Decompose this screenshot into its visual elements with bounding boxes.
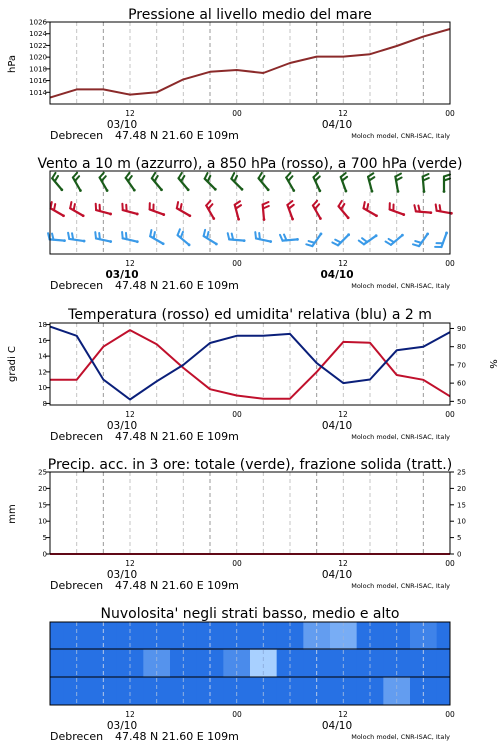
wind-barb-head: [269, 240, 272, 243]
wind-barb: [73, 173, 82, 192]
wind-barb-feather: [332, 242, 338, 245]
wind-barb-feather: [362, 238, 367, 242]
wind-barb-head: [443, 190, 446, 193]
wind-barb-feather: [413, 244, 419, 246]
wind-barb: [280, 235, 299, 241]
wind-x-tick-1: 12: [125, 259, 135, 268]
precipitation-x-tick-3: 12: [338, 559, 348, 568]
wind-barb-feather: [364, 202, 365, 208]
wind-barb-feather: [359, 241, 364, 245]
pressure-y-tick-label: 1016: [29, 77, 47, 86]
wind-barb: [341, 173, 348, 192]
temperature-x-tick-3: 12: [338, 410, 348, 419]
precip-y-tick-label-right: 10: [457, 517, 466, 526]
wind-barb: [122, 204, 138, 216]
wind-barb: [332, 233, 350, 245]
cloud-title: Nuvolosita' negli strati basso, medio e alto: [100, 606, 400, 622]
temp_rh-y-tick-label-right: 60: [457, 379, 466, 388]
wind-barb-staff: [441, 233, 446, 247]
wind-barb-head: [63, 239, 66, 242]
wind-barb-head: [243, 239, 246, 242]
wind-barb: [178, 229, 191, 246]
pressure-y-tick-label: 1024: [29, 30, 47, 39]
pressure-y-tick-label: 1022: [29, 41, 47, 50]
cloud-cell: [50, 622, 64, 650]
precipitation-x-tick-2: 00: [232, 559, 242, 568]
precipitation-y-ticks: [38, 469, 50, 559]
precip-y-tick-label-right: 5: [457, 534, 462, 543]
precip-y-tick-label-right: 15: [457, 501, 466, 510]
temperature-panel: [7, 307, 498, 443]
wind-barb-staff: [423, 177, 424, 192]
precip-y-tick-label-right: 20: [457, 484, 466, 493]
wind-barb-staff: [263, 205, 264, 220]
wind-barb: [231, 173, 243, 191]
wind-barb-feather: [74, 204, 75, 210]
wind-barb: [259, 173, 270, 191]
temperature-line: [50, 330, 450, 399]
wind-x-tick-4: 00: [445, 259, 455, 268]
wind-barb-staff: [50, 239, 65, 240]
temp_rh-y-tick-label: 8: [42, 399, 47, 408]
wind-barb-head: [162, 213, 165, 216]
wind-barb-feather: [68, 233, 69, 239]
wind-barb: [150, 230, 164, 245]
wind-barb-head: [429, 211, 432, 214]
pressure-y-tick-label: 1020: [29, 53, 47, 62]
cloud-cell: [437, 677, 451, 705]
cloud-date-2: 04/10: [321, 720, 353, 732]
wind-barb-head: [320, 232, 323, 235]
wind-barb-feather: [235, 201, 240, 204]
wind-barb-feather: [389, 239, 394, 242]
wind-station-coords: 47.48 N 21.60 E 109m: [115, 279, 239, 292]
wind-barb-head: [401, 234, 404, 237]
wind-barb-head: [60, 188, 63, 191]
wind-barb-feather: [100, 173, 104, 178]
wind-barb-head: [344, 190, 347, 193]
wind-barb: [179, 173, 190, 191]
precipitation-panel: [7, 457, 466, 592]
pressure-station-name: Debrecen: [50, 129, 104, 142]
precipitation-grid: [77, 472, 424, 554]
wind-barb-head: [375, 234, 378, 237]
cloud-panel: [50, 606, 455, 743]
wind-barb: [339, 201, 350, 219]
wind-barb-feather: [231, 173, 234, 179]
pressure-title: Pressione al livello medio del mare: [128, 7, 372, 23]
pressure-line: [50, 29, 450, 98]
wind-barb: [443, 175, 450, 193]
pressure-date-1: 03/10: [106, 119, 138, 131]
wind-barb-feather: [48, 233, 49, 239]
wind-barbs: [48, 173, 453, 247]
precipitation-x-axis: [107, 559, 455, 581]
wind-barb: [96, 204, 112, 216]
wind-barb: [386, 234, 404, 245]
temp_rh-y-tick-label: 12: [38, 368, 47, 377]
wind-barb-head: [292, 189, 295, 192]
wind-barb-head: [296, 238, 299, 241]
wind-barb-feather: [367, 204, 368, 210]
wind-barb-head: [106, 189, 109, 192]
wind-barb-feather: [309, 241, 315, 243]
wind-barb-head: [136, 240, 139, 243]
wind-barb-head: [397, 190, 400, 193]
temp_rh-y-tick-label-right: 90: [457, 324, 466, 333]
wind-barb-feather: [341, 204, 344, 209]
wind-barb-feather: [255, 232, 256, 238]
precipitation-title: Precip. acc. in 3 ore: totale (verde), frazione solida (tratt.): [47, 457, 453, 473]
precipitation-credit: Moloch model, CNR-ISAC, Italy: [351, 582, 450, 590]
temperature-series: [50, 327, 450, 400]
wind-barb-head: [318, 189, 321, 192]
temp_rh-y-tick-label-right: 70: [457, 361, 466, 370]
wind-barb-head: [291, 218, 294, 221]
wind-barb-feather: [152, 173, 155, 178]
wind-barb: [152, 173, 163, 191]
wind-barb-feather: [177, 202, 178, 208]
wind-barb: [206, 201, 215, 220]
wind-barb-staff: [51, 208, 64, 216]
pressure-y-tick-label: 1026: [29, 18, 47, 27]
temperature-x-tick-2: 00: [232, 410, 242, 419]
wind-barb-head: [402, 213, 405, 216]
wind-barb-feather: [396, 178, 402, 181]
pressure-x-tick-2: 00: [232, 109, 242, 118]
wind-barb-head: [136, 213, 139, 216]
wind-barb: [413, 232, 429, 246]
wind-barb: [263, 202, 269, 221]
cloud-cell: [437, 650, 451, 678]
precipitation-x-tick-4: 00: [445, 559, 455, 568]
wind-barb-feather: [444, 175, 450, 177]
pressure-y-ticks: [29, 19, 50, 97]
wind-barb-feather: [72, 233, 73, 239]
temp_rh-y-tick-label: 10: [38, 384, 47, 393]
cloud-station-name: Debrecen: [50, 730, 104, 743]
pressure-station-coords: 47.48 N 21.60 E 109m: [115, 129, 239, 142]
temperature-station-coords: 47.48 N 21.60 E 109m: [115, 430, 239, 443]
wind-barb-feather: [313, 173, 318, 177]
cloud-date-1: 03/10: [106, 720, 138, 732]
precipitation-station-coords: 47.48 N 21.60 E 109m: [115, 579, 239, 592]
wind-barb-feather: [205, 173, 208, 179]
precip-y-tick-label: 0: [42, 550, 47, 559]
wind-barb: [70, 202, 84, 217]
cloud-x-axis: [107, 710, 455, 732]
wind-barb-feather: [339, 201, 342, 206]
wind-barb: [150, 203, 165, 216]
wind-x-tick-2: 00: [232, 259, 242, 268]
pressure-grid: [77, 22, 424, 104]
wind-panel: [37, 156, 462, 292]
wind-barb-head: [133, 189, 136, 192]
humidity-y-label: %: [487, 359, 498, 369]
wind-barb-head: [241, 188, 244, 191]
temperature-title: Temperatura (rosso) ed umidita' relativa (blu) a 2 m: [68, 307, 432, 323]
wind-barb-feather: [261, 176, 264, 181]
wind-barb-staff: [256, 238, 271, 241]
cloud-heatmap: [50, 622, 451, 706]
wind-barb-head: [375, 214, 378, 217]
wind-barb: [435, 232, 448, 247]
pressure-credit: Moloch model, CNR-ISAC, Italy: [351, 132, 450, 140]
wind-barb: [313, 201, 322, 220]
wind-barb: [286, 173, 295, 192]
precipitation-y-label: mm: [7, 504, 18, 524]
precip-y-tick-label-right: 25: [457, 468, 466, 477]
temp_rh-y-tick-label-right: 80: [457, 343, 466, 352]
cloud-station-coords: 47.48 N 21.60 E 109m: [115, 730, 239, 743]
wind-barb-feather: [228, 233, 229, 239]
precipitation-date-2: 04/10: [321, 569, 353, 581]
wind-barb-feather: [122, 232, 123, 238]
wind-barb-feather: [315, 176, 320, 180]
wind-barb: [205, 173, 217, 191]
cloud-cell: [437, 622, 451, 650]
wind-barb-head: [162, 242, 165, 245]
precip-y-tick-label: 5: [42, 534, 47, 543]
cloud-credit: Moloch model, CNR-ISAC, Italy: [351, 733, 450, 741]
wind-barb-feather: [70, 202, 71, 208]
wind-barb: [126, 173, 136, 192]
wind-barb: [364, 202, 378, 217]
wind-barb: [368, 173, 374, 192]
precip-y-tick-label-right: 0: [457, 550, 462, 559]
cloud-x-tick-3: 12: [338, 710, 348, 719]
precip-y-tick-label: 10: [38, 517, 47, 526]
precipitation-y-ticks-right: [450, 469, 466, 559]
wind-barb-head: [187, 188, 190, 191]
wind-barb-staff: [96, 238, 111, 241]
wind-barb-head: [82, 214, 85, 217]
wind-barb-feather: [280, 235, 283, 241]
cloud-cell: [50, 650, 64, 678]
wind-barb-feather: [150, 230, 151, 236]
temp_rh-y-tick-label: 18: [38, 321, 47, 330]
wind-barb-head: [267, 188, 270, 191]
wind-barb-feather: [178, 229, 180, 235]
wind-barb-feather: [386, 242, 391, 245]
temperature-y-ticks: [38, 321, 50, 408]
wind-barb-head: [237, 218, 240, 221]
wind-barb-feather: [259, 233, 260, 239]
wind-barb-head: [423, 190, 426, 193]
wind-barb: [306, 232, 322, 246]
wind-barb-feather: [335, 240, 341, 243]
wind-barb-feather: [54, 204, 55, 210]
wind-barb-head: [319, 217, 322, 220]
wind-barb-feather: [414, 205, 415, 211]
temp_rh-y-tick-label: 16: [38, 336, 47, 345]
wind-barb-feather: [99, 233, 100, 239]
pressure-y-tick-label: 1014: [29, 88, 47, 97]
cloud-x-tick-4: 00: [445, 710, 455, 719]
wind-barb-head: [426, 232, 429, 235]
wind-barb-feather: [126, 233, 127, 239]
wind-credit: Moloch model, CNR-ISAC, Italy: [351, 282, 450, 290]
wind-barb: [204, 230, 218, 245]
wind-barb-feather: [440, 205, 441, 211]
temperature-x-tick-4: 00: [445, 410, 455, 419]
pressure-y-tick-label: 1018: [29, 65, 47, 74]
precip-y-tick-label: 20: [38, 484, 47, 493]
wind-barb-feather: [181, 232, 183, 238]
humidity-y-ticks: [450, 325, 466, 406]
wind-barb-feather: [204, 230, 205, 236]
wind-barb-feather: [286, 173, 290, 178]
wind-barb-feather: [207, 232, 208, 238]
temp_rh-y-tick-label: 14: [38, 352, 47, 361]
pressure-x-tick-4: 00: [445, 109, 455, 118]
wind-barb-feather: [51, 202, 52, 208]
precipitation-station-name: Debrecen: [50, 579, 104, 592]
wind-barb-feather: [259, 173, 262, 178]
cloud-cell: [50, 677, 64, 705]
wind-barb-head: [214, 188, 217, 191]
wind-barb-feather: [52, 173, 55, 178]
wind-barb-head: [212, 217, 215, 220]
pressure-x-axis: [107, 109, 455, 131]
wind-barb-feather: [95, 232, 96, 238]
pressure-x-tick-1: 12: [125, 109, 135, 118]
wind-barb-head: [109, 213, 112, 216]
wind-barb-staff: [52, 178, 62, 189]
wind-barb: [177, 202, 191, 217]
wind-barb-head: [347, 233, 350, 236]
wind-barb-feather: [180, 204, 181, 210]
wind-barb-head: [263, 218, 266, 221]
temp_rh-y-tick-label-right: 50: [457, 397, 466, 406]
humidity-line: [50, 327, 450, 400]
wind-barb: [423, 174, 429, 193]
wind-barb-head: [83, 240, 86, 243]
wind-barb: [313, 173, 321, 192]
wind-barb: [395, 174, 401, 193]
wind-barb-head: [188, 243, 191, 246]
wind-title: Vento a 10 m (azzurro), a 850 hPa (rosso), a 700 hPa (verde): [37, 156, 463, 172]
temperature-credit: Moloch model, CNR-ISAC, Italy: [351, 433, 450, 441]
precipitation-frame: [50, 472, 450, 554]
pressure-y-label: hPa: [7, 54, 18, 74]
wind-barb-feather: [73, 173, 77, 178]
wind-x-axis: [105, 259, 455, 281]
wind-barb: [51, 202, 65, 217]
temperature-x-tick-1: 12: [125, 410, 135, 419]
cloud-x-tick-2: 00: [232, 710, 242, 719]
wind-barb-head: [445, 232, 448, 235]
wind-station-name: Debrecen: [50, 279, 104, 292]
wind-barb-feather: [126, 173, 130, 178]
precipitation-date-1: 03/10: [106, 569, 138, 581]
wind-barb-feather: [368, 173, 373, 176]
wind-barb-head: [188, 214, 191, 217]
temperature-date-2: 04/10: [321, 420, 353, 432]
temperature-station-name: Debrecen: [50, 430, 104, 443]
precip-y-tick-label: 25: [38, 468, 47, 477]
wind-date-2: 04/10: [320, 269, 354, 281]
wind-barb: [48, 233, 66, 242]
pressure-panel: [7, 7, 455, 142]
wind-x-tick-3: 12: [338, 259, 348, 268]
cloud-x-tick-1: 12: [125, 710, 135, 719]
pressure-date-2: 04/10: [321, 119, 353, 131]
wind-barb-head: [62, 214, 65, 217]
wind-barb: [52, 173, 63, 191]
wind-barb-staff: [283, 239, 298, 240]
wind-barb-feather: [436, 204, 437, 210]
wind-barb-feather: [55, 176, 58, 181]
wind-barb-head: [371, 190, 374, 193]
pressure-x-tick-3: 12: [338, 109, 348, 118]
pressure-series: [50, 29, 450, 98]
wind-barb-feather: [415, 241, 421, 243]
precip-y-tick-label: 15: [38, 501, 47, 510]
wind-barb-staff: [229, 239, 244, 240]
wind-barb-feather: [313, 201, 317, 206]
wind-barb-head: [160, 188, 163, 191]
wind-barb: [100, 173, 109, 192]
wind-barb-feather: [206, 201, 210, 206]
temperature-y-label: gradi C: [7, 346, 18, 382]
wind-barb-feather: [181, 176, 184, 181]
temperature-x-axis: [107, 410, 455, 432]
precipitation-x-tick-1: 12: [125, 559, 135, 568]
wind-barb: [390, 203, 405, 216]
wind-barb: [359, 234, 378, 244]
wind-barb-head: [215, 243, 218, 246]
wind-barb-feather: [154, 232, 155, 238]
wind-barb-feather: [154, 176, 157, 181]
temperature-date-1: 03/10: [106, 420, 138, 432]
wind-barb: [287, 201, 294, 220]
wind-barb-staff: [437, 211, 452, 214]
wind-barb-staff: [416, 211, 431, 212]
wind-barb-feather: [306, 244, 312, 246]
wind-barb-head: [109, 240, 112, 243]
wind-date-1: 03/10: [105, 269, 139, 281]
wind-barb-staff: [69, 239, 84, 241]
wind-barb-feather: [179, 173, 182, 178]
wind-barb: [235, 201, 241, 220]
wind-barb-head: [347, 216, 350, 219]
wind-barb-head: [79, 189, 82, 192]
